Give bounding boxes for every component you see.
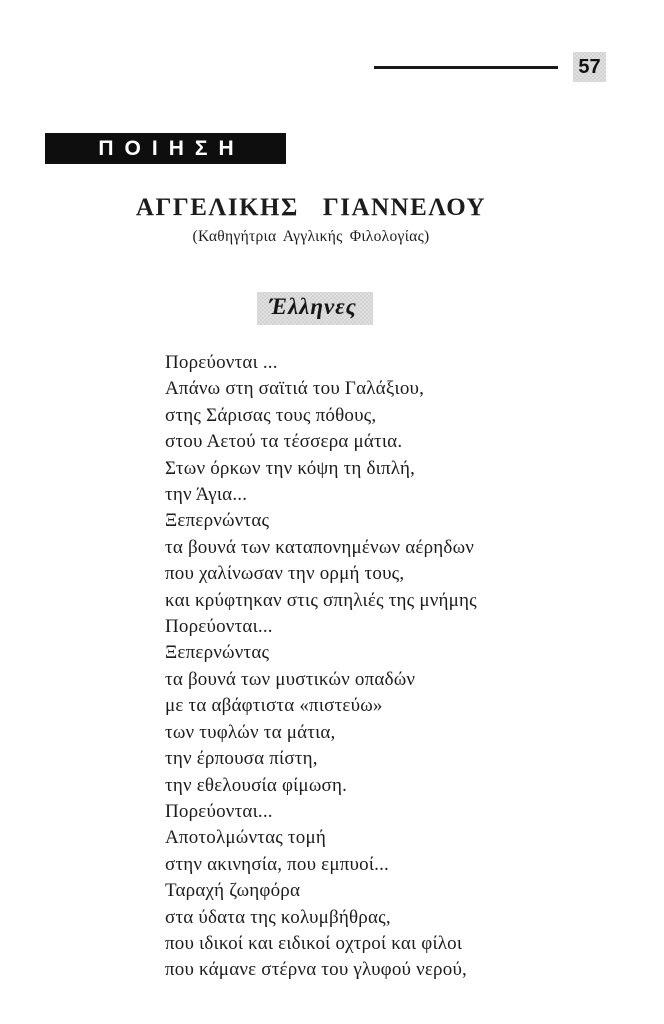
poem-line: που κάμανε στέρνα του γλυφού νερού, [165,959,468,981]
poem-line: που ιδικοί και ειδικοί οχτροί και φίλοι [165,932,463,954]
author-credentials: (Καθηγήτρια Αγγλικής Φιλολογίας) [192,228,430,245]
poem-title-row [0,292,630,325]
poem-line: την Άγια... [165,484,248,506]
section-banner-label: ΠΟΙΗΣΗ [98,136,245,160]
poem-line: τα βουνά των καταπονημένων αέρηδων [165,536,475,558]
poem-line: που χαλίνωσαν την ορμή τους, [165,563,405,585]
poem-title: Έλληνες [257,292,373,325]
poem-line: την εθελουσία φίμωση. [165,774,348,796]
poem-body [165,350,477,984]
poem-line: στης Σάρισας τους πόθους, [165,404,377,426]
poem-line: την έρπουσα πίστη, [165,748,318,770]
section-banner [45,133,286,164]
poem-line: Ταραχή ζωηφόρα [165,880,301,902]
header-rule [374,66,558,69]
page-header [374,52,606,82]
poem-line: των τυφλών τα μάτια, [165,721,336,743]
poem-line: Αποτολμώντας τομή [165,827,326,849]
poem-line: Πορεύονται ... [165,352,278,373]
poem-line: με τα αβάφτιστα «πιστεύω» [165,695,383,717]
author-name: ΑΓΓΕΛΙΚΗΣ ΓΙΑΝΝΕΛΟΥ [135,194,487,221]
poem-line: και κρύφτηκαν στις σπηλιές της μνήμης [165,589,477,611]
poem-line: Ξεπερνώντας [165,642,270,664]
poem-line: Πορεύονται... [165,616,273,638]
poem-line: τα βουνά των μυστικών οπαδών [165,668,416,690]
poem-line: στην ακινησία, που εμπυοί... [165,853,390,875]
poem-line: Πορεύονται... [165,800,273,822]
page-number: 57 [573,52,606,82]
poem-line: στου Αετού τα τέσσερα μάτια. [165,431,403,453]
poem-line: στα ύδατα της κολυμβήθρας, [165,906,391,928]
poem-line: Ξεπερνώντας [165,510,270,532]
poem-line: Στων όρκων την κόψη τη διπλή, [165,457,416,479]
poem-line: Απάνω στη σαϊτιά του Γαλάξιου, [165,378,425,400]
